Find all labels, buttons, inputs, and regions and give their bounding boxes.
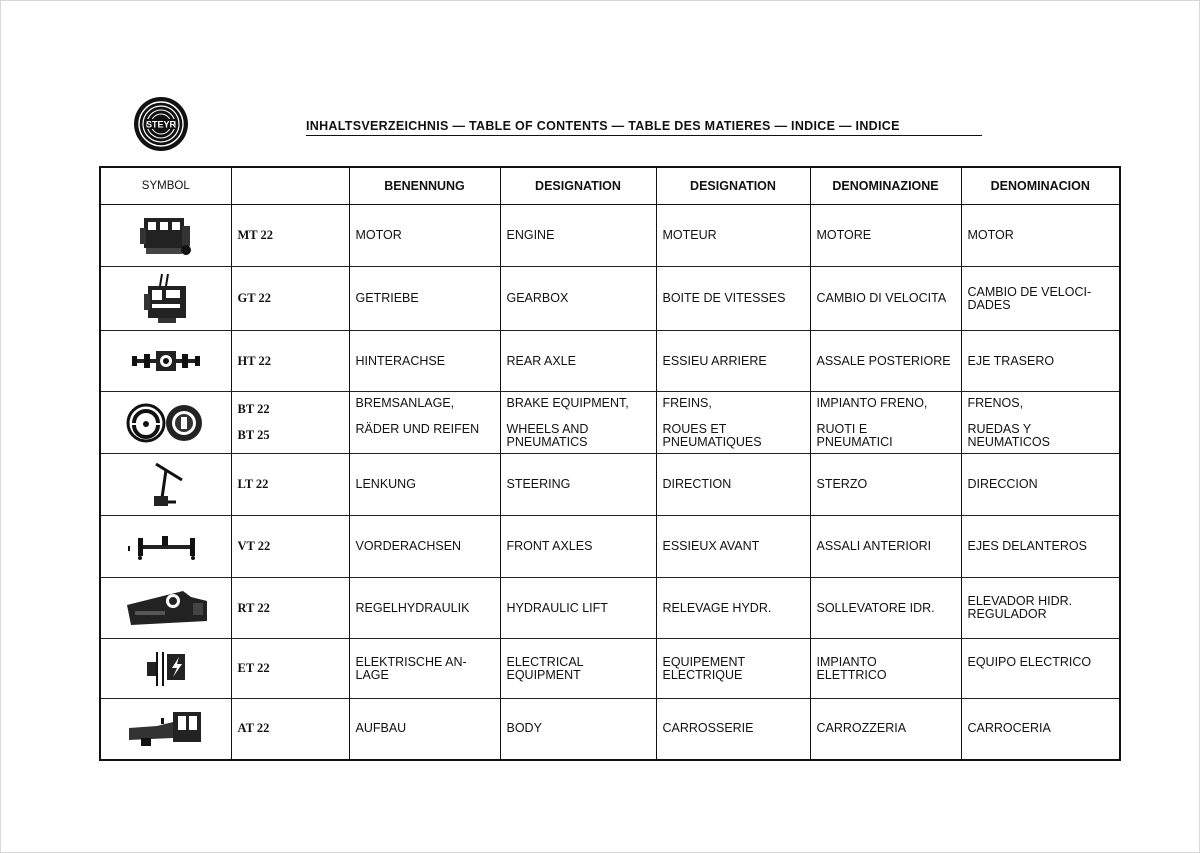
electrical-icon <box>141 648 191 690</box>
symbol-cell <box>100 331 231 392</box>
cell-fr: EQUIPEMENT ELECTRIQUE <box>656 639 810 699</box>
code-cell: RT 22 <box>231 578 349 639</box>
cell-fr: CARROSSERIE <box>656 699 810 760</box>
cell-fr: MOTEUR <box>656 205 810 267</box>
table-row <box>100 331 1120 392</box>
table-row <box>100 516 1120 578</box>
cell-es: EJE TRASERO <box>961 331 1120 392</box>
table-row <box>100 578 1120 639</box>
rear-axle-icon <box>130 348 202 374</box>
cell-es: ELEVADOR HIDR. REGULADOR <box>961 578 1120 639</box>
cell-en: ELECTRICAL EQUIPMENT <box>500 639 656 699</box>
column-header-designation-fr: DESIGNATION <box>656 167 810 205</box>
cell-de: AUFBAU <box>349 699 500 760</box>
cell-es: DIRECCION <box>961 454 1120 516</box>
cell-it: SOLLEVATORE IDR. <box>810 578 961 639</box>
symbol-cell <box>100 699 231 760</box>
table-row <box>100 639 1120 699</box>
table-row <box>100 267 1120 331</box>
cell-it: IMPIANTO ELETTRICO <box>810 639 961 699</box>
table-row <box>100 454 1120 516</box>
cell-de: ELEKTRISCHE AN- LAGE <box>349 639 500 699</box>
column-header-designation-en: DESIGNATION <box>500 167 656 205</box>
cell-fr: FREINS, ROUES ET PNEUMATIQUES <box>656 392 810 454</box>
code-cell: AT 22 <box>231 699 349 760</box>
cell-de: GETRIEBE <box>349 267 500 331</box>
column-header-code <box>231 167 349 205</box>
cell-en: HYDRAULIC LIFT <box>500 578 656 639</box>
cell-es: CARROCERIA <box>961 699 1120 760</box>
symbol-cell <box>100 454 231 516</box>
symbol-cell <box>100 516 231 578</box>
brakes-wheels-icon <box>126 400 206 446</box>
steyr-logo <box>133 96 189 152</box>
gearbox-icon <box>136 272 196 326</box>
table-row <box>100 699 1120 760</box>
cell-es: MOTOR <box>961 205 1120 267</box>
cell-de: VORDERACHSEN <box>349 516 500 578</box>
cell-es: EQUIPO ELECTRICO <box>961 639 1120 699</box>
cell-en: BODY <box>500 699 656 760</box>
cell-en: REAR AXLE <box>500 331 656 392</box>
cell-en: GEARBOX <box>500 267 656 331</box>
code-cell: BT 22 BT 25 <box>231 392 349 454</box>
engine-icon <box>136 214 196 258</box>
cell-es: CAMBIO DE VELOCI- DADES <box>961 267 1120 331</box>
column-header-denominazione: DENOMINAZIONE <box>810 167 961 205</box>
cell-de: BREMSANLAGE, RÄDER UND REIFEN <box>349 392 500 454</box>
steering-icon <box>136 458 196 512</box>
cell-it: STERZO <box>810 454 961 516</box>
code-cell: LT 22 <box>231 454 349 516</box>
column-header-benennung: BENENNUNG <box>349 167 500 205</box>
cell-en: FRONT AXLES <box>500 516 656 578</box>
table-header-row <box>100 167 1120 205</box>
cell-fr: ESSIEUX AVANT <box>656 516 810 578</box>
cell-es: EJES DELANTEROS <box>961 516 1120 578</box>
table-row <box>100 205 1120 267</box>
code-cell: GT 22 <box>231 267 349 331</box>
hydraulic-lift-icon <box>123 587 209 629</box>
page-title: INHALTSVERZEICHNIS — TABLE OF CONTENTS — TABLE DES MATIERES — INDICE — INDICE <box>306 119 982 136</box>
cell-it: MOTORE <box>810 205 961 267</box>
body-icon <box>123 708 209 750</box>
table-row <box>100 392 1120 454</box>
column-header-denominacion: DENOMINACION <box>961 167 1120 205</box>
symbol-cell <box>100 267 231 331</box>
column-header-symbol: SYMBOL <box>100 167 231 205</box>
cell-en: ENGINE <box>500 205 656 267</box>
cell-fr: RELEVAGE HYDR. <box>656 578 810 639</box>
svg-text:STEYR: STEYR <box>145 119 177 130</box>
cell-fr: ESSIEU ARRIERE <box>656 331 810 392</box>
cell-es: FRENOS, RUEDAS Y NEUMATICOS <box>961 392 1120 454</box>
symbol-cell <box>100 639 231 699</box>
front-axle-icon <box>126 532 206 562</box>
contents-table <box>99 166 1121 761</box>
symbol-cell <box>100 578 231 639</box>
cell-it: CARROZZERIA <box>810 699 961 760</box>
code-cell: MT 22 <box>231 205 349 267</box>
code-cell: VT 22 <box>231 516 349 578</box>
cell-en: STEERING <box>500 454 656 516</box>
cell-fr: BOITE DE VITESSES <box>656 267 810 331</box>
cell-de: HINTERACHSE <box>349 331 500 392</box>
cell-de: REGELHYDRAULIK <box>349 578 500 639</box>
code-cell: HT 22 <box>231 331 349 392</box>
cell-en: BRAKE EQUIPMENT, WHEELS AND PNEUMATICS <box>500 392 656 454</box>
cell-de: MOTOR <box>349 205 500 267</box>
symbol-cell <box>100 205 231 267</box>
cell-it: IMPIANTO FRENO, RUOTI E PNEUMATICI <box>810 392 961 454</box>
cell-fr: DIRECTION <box>656 454 810 516</box>
symbol-cell <box>100 392 231 454</box>
code-cell: ET 22 <box>231 639 349 699</box>
cell-it: ASSALE POSTERIORE <box>810 331 961 392</box>
cell-it: CAMBIO DI VELOCITA <box>810 267 961 331</box>
cell-de: LENKUNG <box>349 454 500 516</box>
cell-it: ASSALI ANTERIORI <box>810 516 961 578</box>
